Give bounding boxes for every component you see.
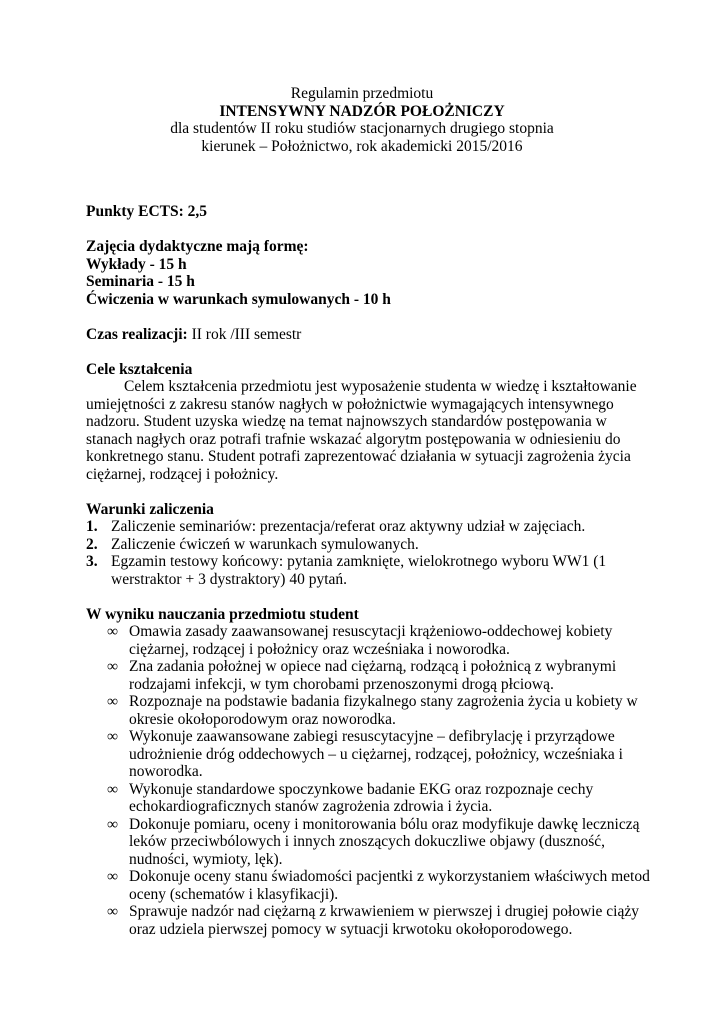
item-text: Zna zadania położnej w opiece nad ciężarną, rodzącą i położnicą z wybranymi rodzajami infekcji, w tym chorobami przenoszonymi drogą płciową. (129, 658, 617, 693)
header-line-1: Regulamin przedmiotu (290, 85, 434, 102)
item-text: Dokonuje oceny stanu świadomości pacjentki z wykorzystaniem właściwych metod oceny (schematów i klasyfikacji). (129, 868, 650, 903)
list-item (86, 536, 651, 554)
conditions-heading: Warunki zaliczenia (86, 500, 214, 518)
infinity-bullet-icon: ∞ (107, 728, 119, 745)
list-item (86, 816, 651, 869)
list-item (86, 553, 651, 588)
conditions-list (86, 518, 651, 588)
header-line-4: kierunek – Położnictwo, rok akademicki 2015/2016 (201, 137, 523, 155)
list-item (86, 518, 651, 536)
ects-points: Punkty ECTS: 2,5 (86, 203, 208, 220)
item-text: Dokonuje pomiaru, oceny i monitorowania bólu oraz modyfikuje dawkę leczniczą leków przeciwbólowych i innych znoszących dokuczliwe objawy (duszność, nudności, wymioty, lęk). (129, 815, 640, 868)
infinity-bullet-icon: ∞ (107, 903, 119, 920)
realization-value: II rok /III semestr (191, 325, 302, 343)
item-text: Wykonuje standardowe spoczynkowe badanie EKG oraz rozpoznaje cechy echokardiograficznych stanów zagrożenia zdrowia i życia. (129, 780, 594, 815)
form-item: Ćwiczenia w warunkach symulowanych - 10 h (86, 290, 391, 308)
infinity-bullet-icon: ∞ (107, 623, 119, 640)
list-item (86, 868, 651, 903)
form-item: Seminaria - 15 h (86, 273, 195, 290)
realization-line (86, 326, 651, 344)
list-item (86, 781, 651, 816)
item-number: 2. (86, 535, 98, 553)
forms-heading: Zajęcia dydaktyczne mają formę: (86, 238, 309, 255)
infinity-bullet-icon: ∞ (107, 693, 119, 710)
item-text: Omawia zasady zaawansowanej resuscytacji krążeniowo-oddechowej kobiety ciężarnej, rodzącej i położnicy oraz wcześniaka i noworodka. (129, 623, 613, 658)
item-number: 3. (86, 553, 98, 570)
form-item: Wykłady - 15 h (86, 255, 187, 273)
item-text: Zaliczenie ćwiczeń w warunkach symulowanych. (111, 535, 419, 553)
item-text: Zaliczenie seminariów: prezentacja/referat oraz aktywny udział w zajęciach. (111, 518, 586, 535)
infinity-bullet-icon: ∞ (107, 658, 119, 675)
list-item (86, 693, 651, 728)
item-number: 1. (86, 518, 98, 535)
goals-heading: Cele kształcenia (86, 360, 193, 378)
document-body (86, 203, 651, 938)
item-text: Wykonuje zaawansowane zabiegi resuscytacyjne – defibrylację i przyrządowe udrożnienie dróg oddechowych – u ciężarnej, rodzącej, położnicy, wcześniaka i noworodka. (129, 728, 623, 780)
item-text: Egzamin testowy końcowy: pytania zamknięte, wielokrotnego wyboru WW1 (1 werstraktor + 3 dystraktory) 40 pytań. (111, 553, 607, 588)
outcomes-heading: W wyniku nauczania przedmiotu student (86, 605, 359, 623)
list-item (86, 658, 651, 693)
header-line-3: dla studentów II roku studiów stacjonarnych drugiego stopnia (170, 120, 554, 137)
infinity-bullet-icon: ∞ (107, 815, 119, 833)
document-header (0, 85, 724, 155)
infinity-bullet-icon: ∞ (107, 868, 119, 885)
list-item (86, 623, 651, 658)
course-title: INTENSYWNY NADZÓR POŁOŻNICZY (219, 102, 505, 120)
outcomes-list (86, 623, 651, 938)
item-text: Rozpoznaje na podstawie badania fizykalnego stany zagrożenia życia u kobiety w okresie okołoporodowym oraz noworodka. (129, 693, 638, 728)
goals-text: Celem kształcenia przedmiotu jest wyposażenie studenta w wiedzę i kształtowanie umiejętności z zakresu stanów nagłych w położnictwie wymagających intensywnego nadzoru. Student uzyska wiedzę na temat najnowszych standardów postępowania w stanach nagłych oraz potrafi trafnie wskazać algorytm postępowania w odniesieniu do konkretnego stanu. Student potrafi zaprezentować działania w sytuacji zagrożenia życia ciężarnej, rodzącej i położnicy. (86, 378, 637, 483)
item-text: Sprawuje nadzór nad ciężarną z krwawieniem w pierwszej i drugiej połowie ciąży oraz udziela pierwszej pomocy w sytuacji krwotoku okołoporodowego. (129, 903, 639, 938)
realization-label: Czas realizacji: (86, 325, 188, 343)
list-item (86, 903, 651, 938)
infinity-bullet-icon: ∞ (107, 780, 119, 798)
list-item (86, 728, 651, 781)
